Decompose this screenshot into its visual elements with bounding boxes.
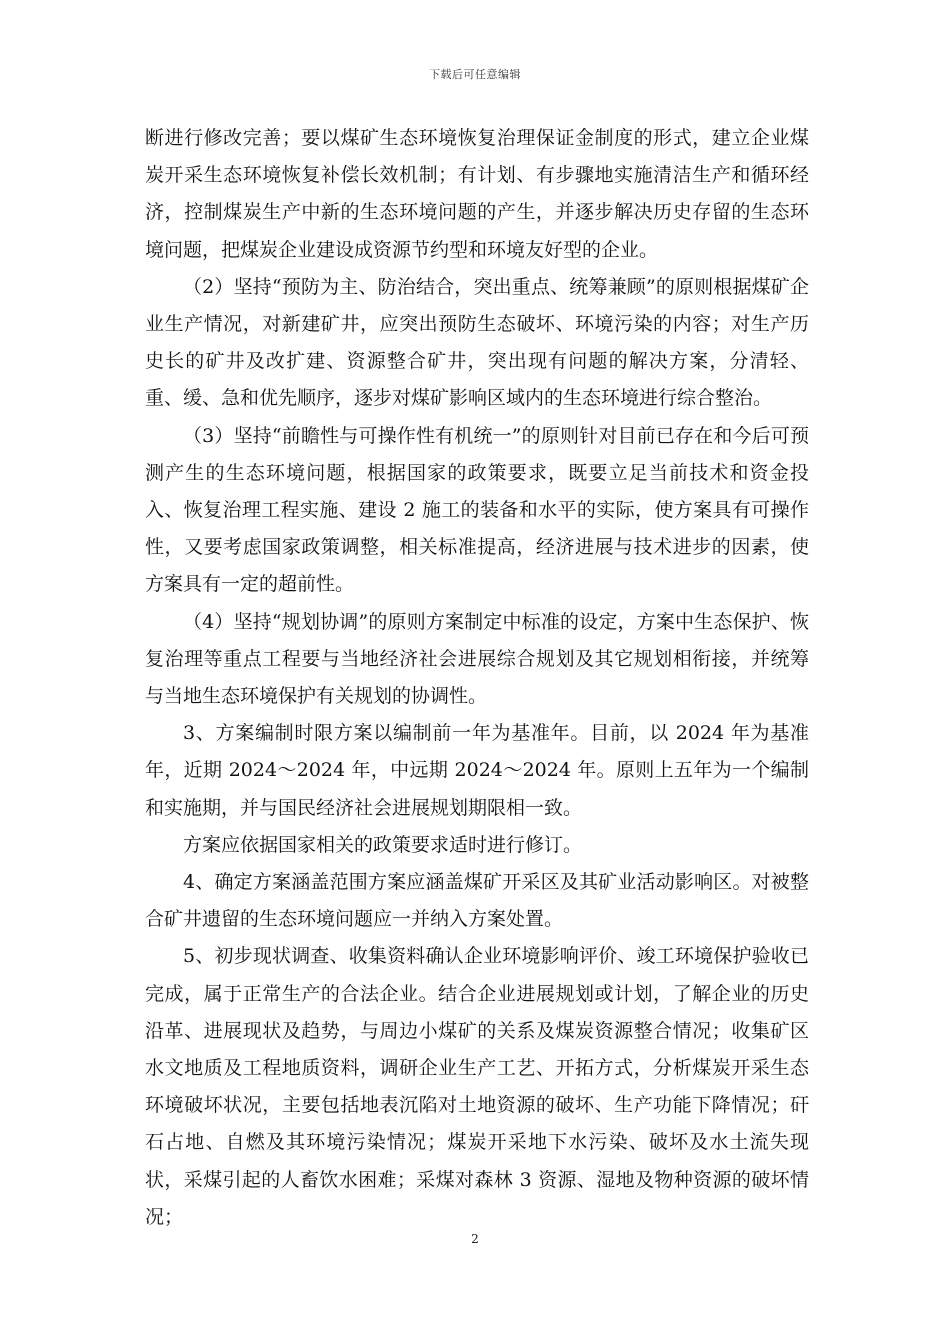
paragraph-section-4: 4、确定方案涵盖范围方案应涵盖煤矿开采区及其矿业活动影响区。对被整合矿井遗留的生态环境问题应一并纳入方案处置。: [145, 871, 809, 931]
paragraph-continuation: 断进行修改完善；要以煤矿生态环境恢复治理保证金制度的形式，建立企业煤炭开采生态环境恢复补偿长效机制；有计划、有步骤地实施清洁生产和循环经济，控制煤炭生产中新的生态环境问题的产生，并逐步解决历史存留的生态环境问题，把煤炭企业建设成资源节约型和环境友好型的企业。: [145, 127, 809, 261]
page-number: 2: [471, 1232, 479, 1246]
paragraph-principle-2: （2）坚持“预防为主、防治结合，突出重点、统筹兼顾”的原则根据煤矿企业生产情况，对新建矿井，应突出预防生态破坏、环境污染的内容；对生产历史长的矿井及改扩建、资源整合矿井，突出现有问题的解决方案，分清轻、重、缓、急和优先顺序，逐步对煤矿影响区域内的生态环境进行综合整治。: [145, 275, 809, 410]
paragraph-principle-4: （4）坚持“规划协调”的原则方案制定中标准的设定，方案中生态保护、恢复治理等重点工程要与当地经济社会进展综合规划及其它规划相衔接，并统筹与当地生态环境保护有关规划的协调性。: [145, 610, 809, 708]
page-header: 下载后可任意编辑: [429, 68, 521, 81]
paragraph-revision-note: 方案应依据国家相关的政策要求适时进行修订。: [183, 833, 583, 856]
paragraph-section-5: 5、初步现状调查、收集资料确认企业环境影响评价、竣工环境保护验收已完成，属于正常生产的合法企业。结合企业进展规划或计划，了解企业的历史沿革、进展现状及趋势，与周边小煤矿的关系及煤炭资源整合情况；收集矿区水文地质及工程地质资料，调研企业生产工艺、开拓方式，分析煤炭开采生态环境破坏状况，主要包括地表沉陷对土地资源的破坏、生产功能下降情况；矸石占地、自燃及其环境污染情况；煤炭开采地下水污染、破坏及水土流失现状，采煤引起的人畜饮水困难；采煤对森林 3 资源、湿地及物种资源的破坏情况；: [145, 945, 809, 1228]
paragraph-section-3: 3、方案编制时限方案以编制前一年为基准年。目前，以 2024 年为基准年，近期 2024～2024 年，中远期 2024～2024 年。原则上五年为一个编制和实施期，并与国民经济社会进展规划期限相一致。: [145, 722, 809, 819]
paragraph-principle-3: （3）坚持“前瞻性与可操作性有机统一”的原则针对目前已存在和今后可预测产生的生态环境问题，根据国家的政策要求，既要立足当前技术和资金投入、恢复治理工程实施、建设 2 施工的装备和水平的实际，使方案具有可操作性，又要考虑国家政策调整，相关标准提高，经济进展与技术进步的因素，使方案具有一定的超前性。: [145, 424, 809, 596]
document-body: [145, 120, 809, 1236]
